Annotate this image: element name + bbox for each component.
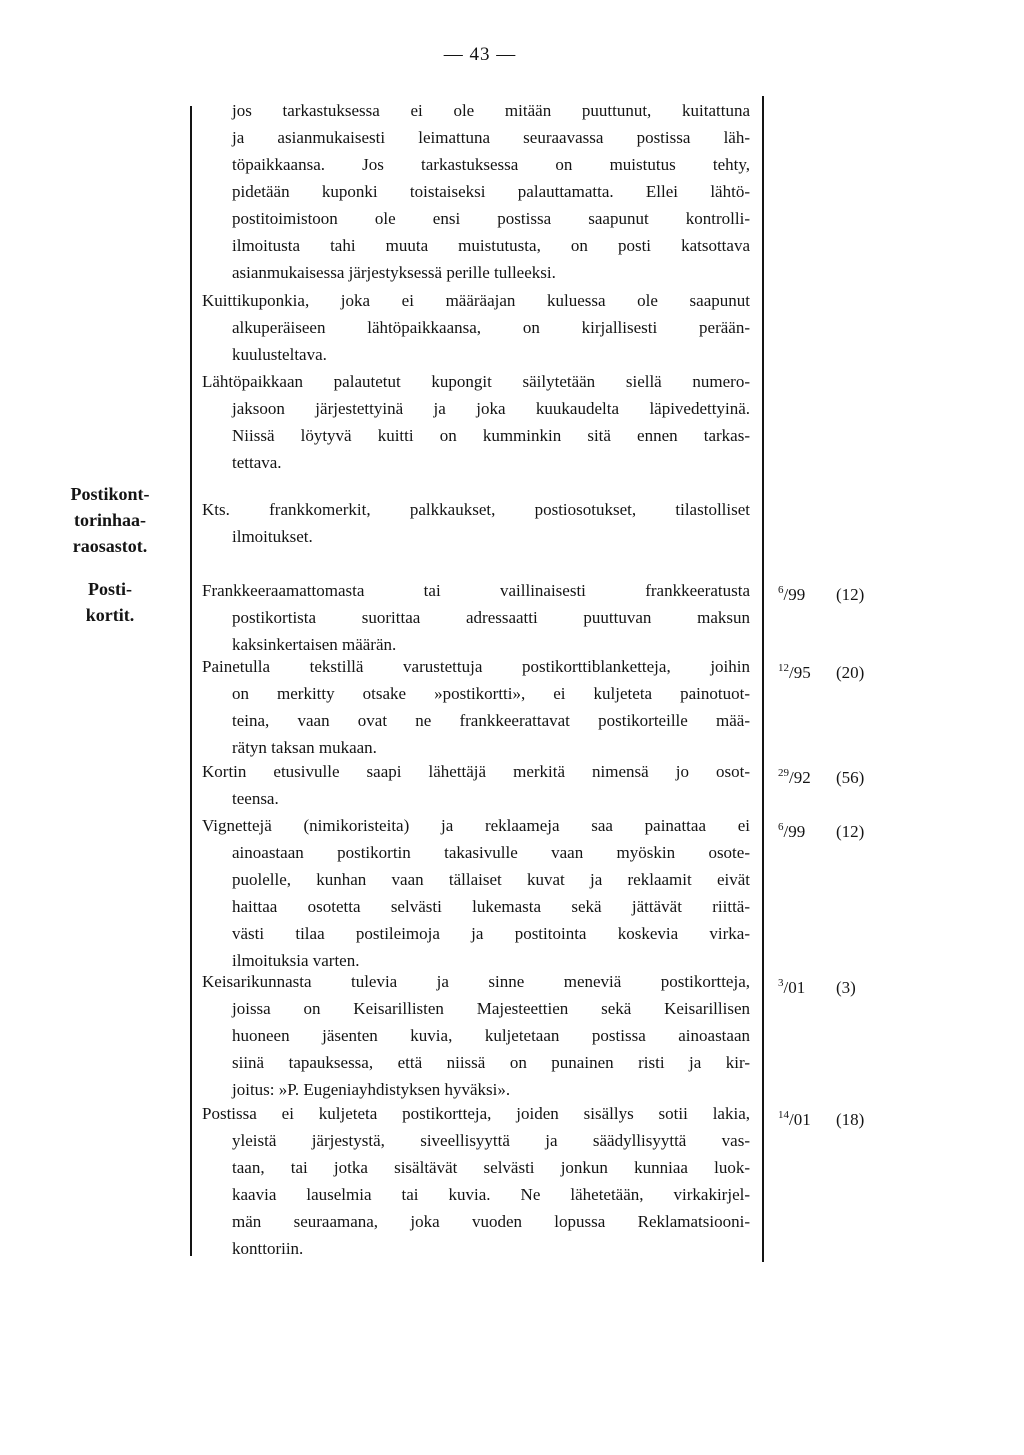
text-line: on merkitty otsake »postikortti», ei kuljeteta painotuot- <box>232 684 750 703</box>
text-line: Kuittikuponkia, joka ei määräajan kuluessa ole saapunut <box>202 291 750 310</box>
text-line: Niissä löytyvä kuitti on kumminkin sitä ennen tarkas- <box>232 426 750 445</box>
margin-label-line: raosastot. <box>72 536 148 556</box>
paragraph <box>202 968 750 1103</box>
reference-date: /99 <box>783 585 806 604</box>
reference-day: 12 <box>778 662 789 674</box>
text-line: konttoriin. <box>232 1239 304 1258</box>
reference-day: 6 <box>778 821 784 833</box>
text-line: rätyn taksan mukaan. <box>232 738 377 757</box>
reference-number: (18) <box>836 1110 865 1129</box>
paragraph <box>202 577 750 658</box>
text-line: pidetään kuponki toistaiseksi palauttamatta. Ellei lähtö- <box>232 182 750 201</box>
page-number: — 43 — <box>443 44 517 65</box>
text-line: kuulusteltava. <box>232 345 327 364</box>
text-line: töpaikkaansa. Jos tarkastuksessa on muistutus tehty, <box>232 155 750 174</box>
paragraph <box>202 97 750 286</box>
paragraph <box>202 1100 750 1262</box>
reference-number: (12) <box>836 822 865 841</box>
text-line: teina, vaan ovat ne frankkeerattavat postikorteille mää- <box>232 711 750 730</box>
paragraph <box>202 287 750 368</box>
text-line: kaavia lauselmia tai kuvia. Ne lähetetään, virkakirjel- <box>232 1185 750 1204</box>
paragraph <box>202 368 750 476</box>
paragraph <box>202 653 750 761</box>
text-line: puolelle, kunhan vaan tällaiset kuvat ja reklaamit eivät <box>232 870 750 889</box>
text-line: ja asianmukaisesti leimattuna seuraavassa postissa läh- <box>232 128 750 147</box>
margin-reference <box>778 655 878 686</box>
text-line: Kortin etusivulle saapi lähettäjä merkitä nimensä jo osot- <box>202 762 750 781</box>
reference-number: (20) <box>836 663 865 682</box>
paragraph <box>202 812 750 974</box>
reference-date: /01 <box>783 978 806 997</box>
text-line: teensa. <box>232 789 279 808</box>
text-line: asianmukaisessa järjestyksessä perille tulleeksi. <box>232 263 556 282</box>
reference-number: (3) <box>836 978 856 997</box>
margin-label-postikonttorinhaaraosastot <box>40 481 180 559</box>
text-line: västi tilaa postileimoja ja postitointa koskevia virka- <box>232 924 750 943</box>
reference-day: 14 <box>778 1109 789 1121</box>
margin-label-postikortit <box>40 576 180 628</box>
margin-reference <box>778 760 878 791</box>
text-line: kaksinkertaisen määrän. <box>232 635 397 654</box>
text-line: Vignettejä (nimikoristeita) ja reklaameja saa painattaa ei <box>202 816 750 835</box>
reference-date: /92 <box>789 768 811 787</box>
reference-date: /95 <box>789 663 811 682</box>
text-line: ilmoitukset. <box>232 527 313 546</box>
margin-label-line: kortit. <box>85 605 135 625</box>
text-line: jaksoon järjestettyinä ja joka kuukaudelta läpivedettyinä. <box>232 399 750 418</box>
text-line: Lähtöpaikkaan palautetut kupongit säilytetään siellä numero- <box>202 372 750 391</box>
text-line: postikortista suorittaa adressaatti puuttuvan maksun <box>232 608 750 627</box>
margin-label-line: Posti- <box>88 579 132 599</box>
text-line: Frankkeeraamattomasta tai vaillinaisesti frankkeeratusta <box>202 581 750 600</box>
reference-number: (56) <box>836 768 865 787</box>
text-line: ainoastaan postikortin takasivulle vaan myöskin osote- <box>232 843 750 862</box>
reference-date: /99 <box>783 822 806 841</box>
text-line: jos tarkastuksessa ei ole mitään puuttunut, kuitattuna <box>232 101 750 120</box>
text-line: postitoimistoon ole ensi postissa saapunut kontrolli- <box>232 209 750 228</box>
margin-reference <box>778 1102 878 1133</box>
text-line: Postissa ei kuljeteta postikortteja, joiden sisällys sotii lakia, <box>202 1104 750 1123</box>
text-line: Painetulla tekstillä varustettuja postikorttiblanketteja, joihin <box>202 657 750 676</box>
reference-day: 29 <box>778 767 789 779</box>
margin-reference <box>778 577 878 608</box>
reference-day: 3 <box>778 977 784 989</box>
text-line: män seuraamana, joka vuoden lopussa Reklamatsiooni- <box>232 1212 750 1231</box>
text-line: joissa on Keisarillisten Majesteettien sekä Keisarillisen <box>232 999 750 1018</box>
text-line: ilmoituksia varten. <box>232 951 360 970</box>
text-line: Kts. frankkomerkit, palkkaukset, postiosotukset, tilastolliset <box>202 500 750 519</box>
reference-day: 6 <box>778 584 784 596</box>
text-line: tettava. <box>232 453 282 472</box>
margin-label-line: torinhaa- <box>74 510 146 530</box>
text-line: yleistä järjestystä, siveellisyyttä ja säädyllisyyttä vas- <box>232 1131 750 1150</box>
margin-label-line: Postikont- <box>70 484 150 504</box>
reference-number: (12) <box>836 585 865 604</box>
left-margin-rule <box>190 106 192 1256</box>
text-line: joitus: »P. Eugeniayhdistyksen hyväksi». <box>232 1080 511 1099</box>
text-line: huoneen jäsenten kuvia, kuljetetaan postissa ainoastaan <box>232 1026 750 1045</box>
margin-reference <box>778 970 878 1001</box>
margin-reference <box>778 814 878 845</box>
right-margin-rule <box>762 96 764 1262</box>
text-line: Keisarikunnasta tulevia ja sinne meneviä postikortteja, <box>202 972 750 991</box>
text-line: alkuperäiseen lähtöpaikkaansa, on kirjallisesti perään- <box>232 318 750 337</box>
text-line: taan, tai jotka sisältävät selvästi jonkun kunniaa luok- <box>232 1158 750 1177</box>
paragraph <box>202 758 750 812</box>
reference-date: /01 <box>789 1110 811 1129</box>
text-line: haittaa osotetta selvästi lukemasta sekä jättävät riittä- <box>232 897 750 916</box>
text-line: siinä tapauksessa, että niissä on punainen risti ja kir- <box>232 1053 750 1072</box>
text-line: ilmoitusta tahi muuta muistutusta, on posti katsottava <box>232 236 750 255</box>
paragraph <box>202 496 750 550</box>
